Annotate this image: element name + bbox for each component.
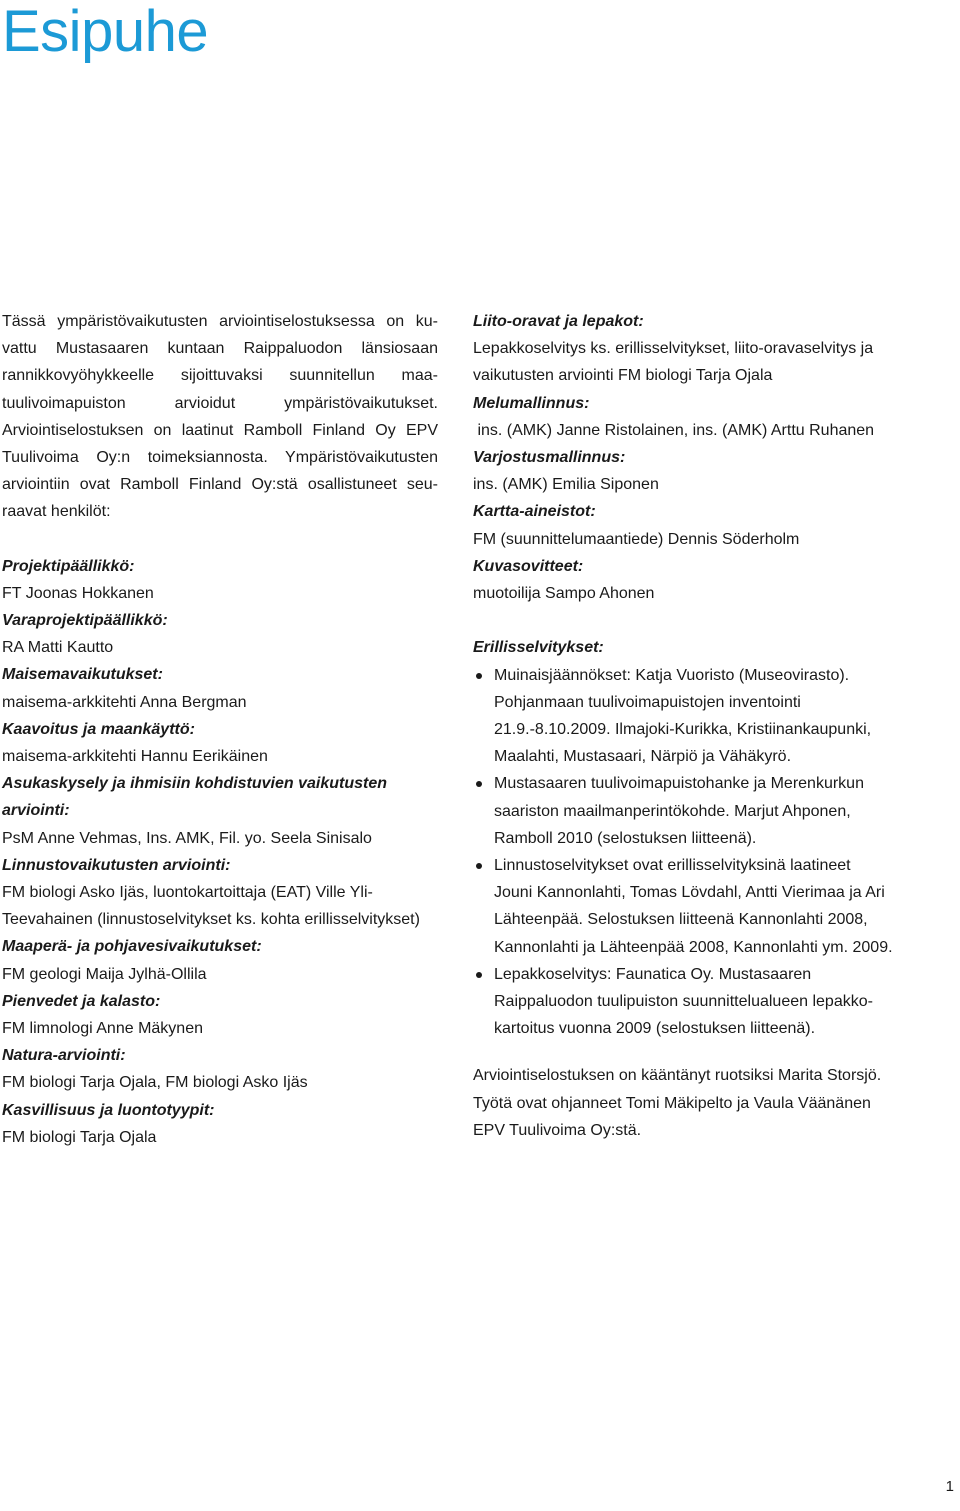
spacer (473, 607, 913, 634)
list-item-line: Mustasaaren tuulivoimapuistohanke ja Merenkurkun (494, 775, 864, 793)
list-item-line: Maalahti, Mustasaari, Närpiö ja Vähäkyrö. (494, 748, 792, 766)
role-person: FM biologi Asko Ijäs, luontokartoittaja (EAT) Ville Yli- (2, 884, 373, 902)
role-person: ins. (AMK) Janne Ristolainen, ins. (AMK) Arttu Ruhanen (473, 421, 875, 439)
list-item-line: 21.9.-8.10.2009. Ilmajoki-Kurikka, Kristiinankaupunki, (494, 721, 872, 739)
role-person: FM geologi Maija Jylhä-Ollila (2, 965, 207, 983)
outro-line: EPV Tuulivoima Oy:stä. (473, 1121, 642, 1139)
role-person: FM biologi Tarja Ojala, FM biologi Asko Ijäs (2, 1074, 308, 1092)
role-person: FM biologi Tarja Ojala (2, 1128, 157, 1146)
role-person: Lepakkoselvitys ks. erillisselvitykset, liito-oravaselvitys ja (473, 340, 874, 358)
outro-line: Työtä ovat ohjanneet Tomi Mäkipelto ja Vaula Väänänen (473, 1094, 871, 1112)
list-item-line: kartoitus vuonna 2009 (selostuksen liitteenä). (494, 1020, 816, 1038)
intro-line: Tuulivoima Oy:n toimeksiannosta. Ympäristövaikutusten (2, 449, 438, 467)
role-person: PsM Anne Vehmas, Ins. AMK, Fil. yo. Seela Sinisalo (2, 829, 372, 847)
role-heading: Linnustovaikutusten arviointi: (2, 856, 231, 874)
list-item-line: Lähteenpää. Selostuksen liitteenä Kannonlahti 2008, (494, 911, 868, 929)
role-heading: Asukaskysely ja ihmisiin kohdistuvien vaikutusten arviointi: (2, 775, 388, 820)
role-person: vaikutusten arviointi FM biologi Tarja Ojala (473, 367, 773, 385)
role-heading: Liito-oravat ja lepakot: (473, 313, 644, 330)
role-heading: Maaperä- ja pohjavesivaikutukset: (2, 938, 262, 956)
list-item-line: Raippaluodon tuulipuiston suunnittelualueen lepakko- (494, 993, 873, 1011)
right-column (473, 308, 913, 1144)
left-column (2, 308, 438, 1151)
list-item-line: Ramboll 2010 (selostuksen liitteenä). (494, 829, 757, 847)
role-heading: Kuvasovitteet: (473, 557, 584, 575)
role-heading: Kartta-aineistot: (473, 503, 596, 521)
intro-line: arviointiin ovat Ramboll Finland Oy:stä osallistuneet seu- (2, 476, 438, 494)
role-person: RA Matti Kautto (2, 639, 114, 657)
translation-paragraph (473, 1062, 913, 1144)
list-item-line: Lepakkoselvitys: Faunatica Oy. Mustasaaren (494, 965, 812, 983)
studies-heading: Erillisselvitykset: (473, 639, 604, 657)
role-heading: Melumallinnus: (473, 394, 590, 412)
role-person: FM limnologi Anne Mäkynen (2, 1020, 203, 1038)
intro-line: vattu Mustasaaren kuntaan Raippaluodon länsiosaan (2, 340, 438, 358)
role-heading: Varjostusmallinnus: (473, 449, 626, 467)
role-heading: Maisemavaikutukset: (2, 666, 163, 684)
role-heading: Projektipäällikkö: (2, 557, 135, 575)
list-item (473, 961, 913, 1043)
list-item-line: Jouni Kannonlahti, Tomas Lövdahl, Antti Vierimaa ja Ari (494, 884, 885, 902)
intro-line: raavat henkilöt: (2, 503, 111, 521)
role-heading: Kasvillisuus ja luontotyypit: (2, 1101, 215, 1119)
role-heading: Natura-arviointi: (2, 1047, 126, 1065)
list-item-line: Muinaisjäännökset: Katja Vuoristo (Museovirasto). (494, 666, 850, 684)
role-person: maisema-arkkitehti Anna Bergman (2, 693, 247, 711)
intro-line: Tässä ympäristövaikutusten arviointiselostuksessa on ku- (2, 313, 438, 330)
list-item (473, 662, 913, 771)
page-title: Esipuhe (2, 0, 209, 64)
intro-line: Arviointiselostuksen on laatinut Ramboll Finland Oy EPV (2, 421, 438, 439)
role-person: ins. (AMK) Emilia Siponen (473, 476, 659, 494)
role-person: muotoilija Sampo Ahonen (473, 585, 655, 603)
role-person: maisema-arkkitehti Hannu Eerikäinen (2, 748, 268, 766)
list-item-line: saariston maailmanperintökohde. Marjut Ahponen, (494, 802, 851, 820)
studies-list (473, 662, 913, 1043)
list-item-line: Pohjanmaan tuulivoimapuistojen inventointi (494, 693, 801, 711)
outro-line: Arviointiselostuksen on kääntänyt ruotsiksi Marita Storsjö. (473, 1067, 882, 1085)
intro-line: tuulivoimapuiston arvioidut ympäristövaikutukset. (2, 394, 438, 412)
role-heading: Pienvedet ja kalasto: (2, 992, 161, 1010)
list-item (473, 770, 913, 852)
role-person: Teevahainen (linnustoselvitykset ks. kohta erillisselvitykset) (2, 911, 420, 929)
role-person: FT Joonas Hokkanen (2, 584, 154, 602)
intro-line: rannikkovyöhykkeelle sijoittuvaksi suunnitellun maa- (2, 367, 438, 385)
page-number: 1 (945, 1478, 954, 1495)
role-heading: Varaprojektipäällikkö: (2, 612, 168, 630)
list-item (473, 852, 913, 961)
intro-paragraph (2, 308, 438, 526)
role-person: FM (suunnittelumaantiede) Dennis Söderholm (473, 530, 800, 548)
list-item-line: Kannonlahti ja Lähteenpää 2008, Kannonlahti ym. 2009. (494, 938, 893, 956)
role-heading: Kaavoitus ja maankäyttö: (2, 720, 195, 738)
list-item-line: Linnustoselvitykset ovat erillisselvityksinä laatineet (494, 857, 851, 875)
